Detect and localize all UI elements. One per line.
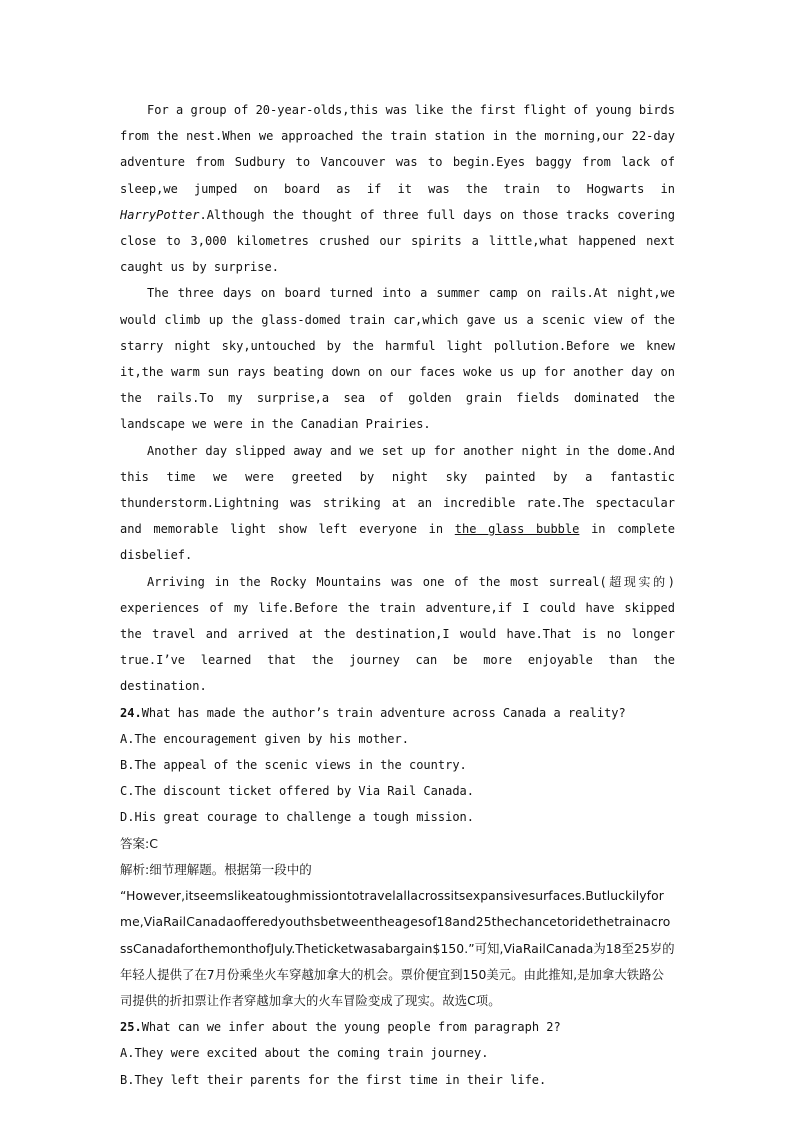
question-24	[120, 700, 675, 726]
passage-paragraph-3	[120, 438, 675, 569]
passage-paragraph-4: Arriving in the Rocky Mountains was one of the most surreal(超现实的) experiences of my life.Before the train adventure,if I could have skipped the travel and arrived at the destination,I would have.That is no longer true.I’ve learned that the journey can be more enjoyable than the destination.	[120, 574, 675, 694]
analysis-label: 解析:细节理解题。根据第一段中的	[120, 861, 312, 877]
question-number: 24.	[120, 705, 142, 720]
paragraph-text: in complete disbelief.	[120, 522, 676, 563]
question-25	[120, 1014, 675, 1040]
document-page	[120, 97, 675, 1093]
question-text: What can we infer about the young people from paragraph 2?	[141, 1020, 561, 1035]
underlined-phrase: the glass bubble	[454, 522, 580, 537]
question-number: 25.	[120, 1020, 142, 1035]
analysis-body: “However,itseemslikeatoughmissiontotravelallacrossitsexpansivesurfaces.Butluckilyforme,ViaRailCanadaofferedyouthsbetweentheagesof18and25thechancetoridethetrainacrossCanadaforthemonthofJuly.Theticketwasabargain$150.”可知,ViaRailCanada为18至25岁的年轻人提供了在7月份乘坐火车穿越加拿大的机会。票价便宜到150美元。由此推知,是加拿大铁路公司提供的折扣票让作者穿越加拿大的火车冒险变成了现实。故选C项。	[120, 889, 675, 1008]
paragraph-text: For a group of 20-year-olds,this was like the first flight of young birds from the nest.When we approached the train station in the morning,our 22-day adventure from Sudbury to Vancouver was to begin.Eyes baggy from lack of sleep,we jumped on board as if it was the train to Hogwarts in	[120, 103, 675, 196]
option-c: C.The discount ticket offered by Via Rail Canada.	[120, 784, 475, 799]
option-b: B.The appeal of the scenic views in the country.	[120, 758, 467, 773]
book-title: HarryPotter	[120, 207, 200, 222]
option-b: B.They left their parents for the first time in their life.	[120, 1072, 547, 1087]
option-a: A.They were excited about the coming train journey.	[120, 1046, 489, 1061]
passage-paragraph-2: The three days on board turned into a summer camp on rails.At night,we would climb up the glass-domed train car,which gave us a scenic view of the starry night sky,untouched by the harmful light pollution.Before we knew it,the warm sun rays beating down on our faces woke us up for another day on the rails.To my surprise,a sea of golden grain fields dominated the landscape we were in the Canadian Prairies.	[120, 286, 675, 432]
paragraph-text: .Although the thought of three full days on those tracks covering close to 3,000 kilometres crushed our spirits a little,what happened next caught us by surprise.	[120, 207, 675, 275]
option-d: D.His great courage to challenge a tough mission.	[120, 810, 475, 825]
question-text: What has made the author’s train adventure across Canada a reality?	[141, 705, 626, 720]
paragraph-text: Another day slipped away and we set up for another night in the dome.And this time we were greeted by night sky painted by a fantastic thunderstorm.Lightning was striking at an incredible rate.The spectacular and memorable light show left everyone in	[120, 443, 675, 537]
answer: 答案:C	[120, 835, 158, 851]
passage-paragraph-1	[120, 97, 675, 280]
option-a: A.The encouragement given by his mother.	[120, 731, 409, 746]
